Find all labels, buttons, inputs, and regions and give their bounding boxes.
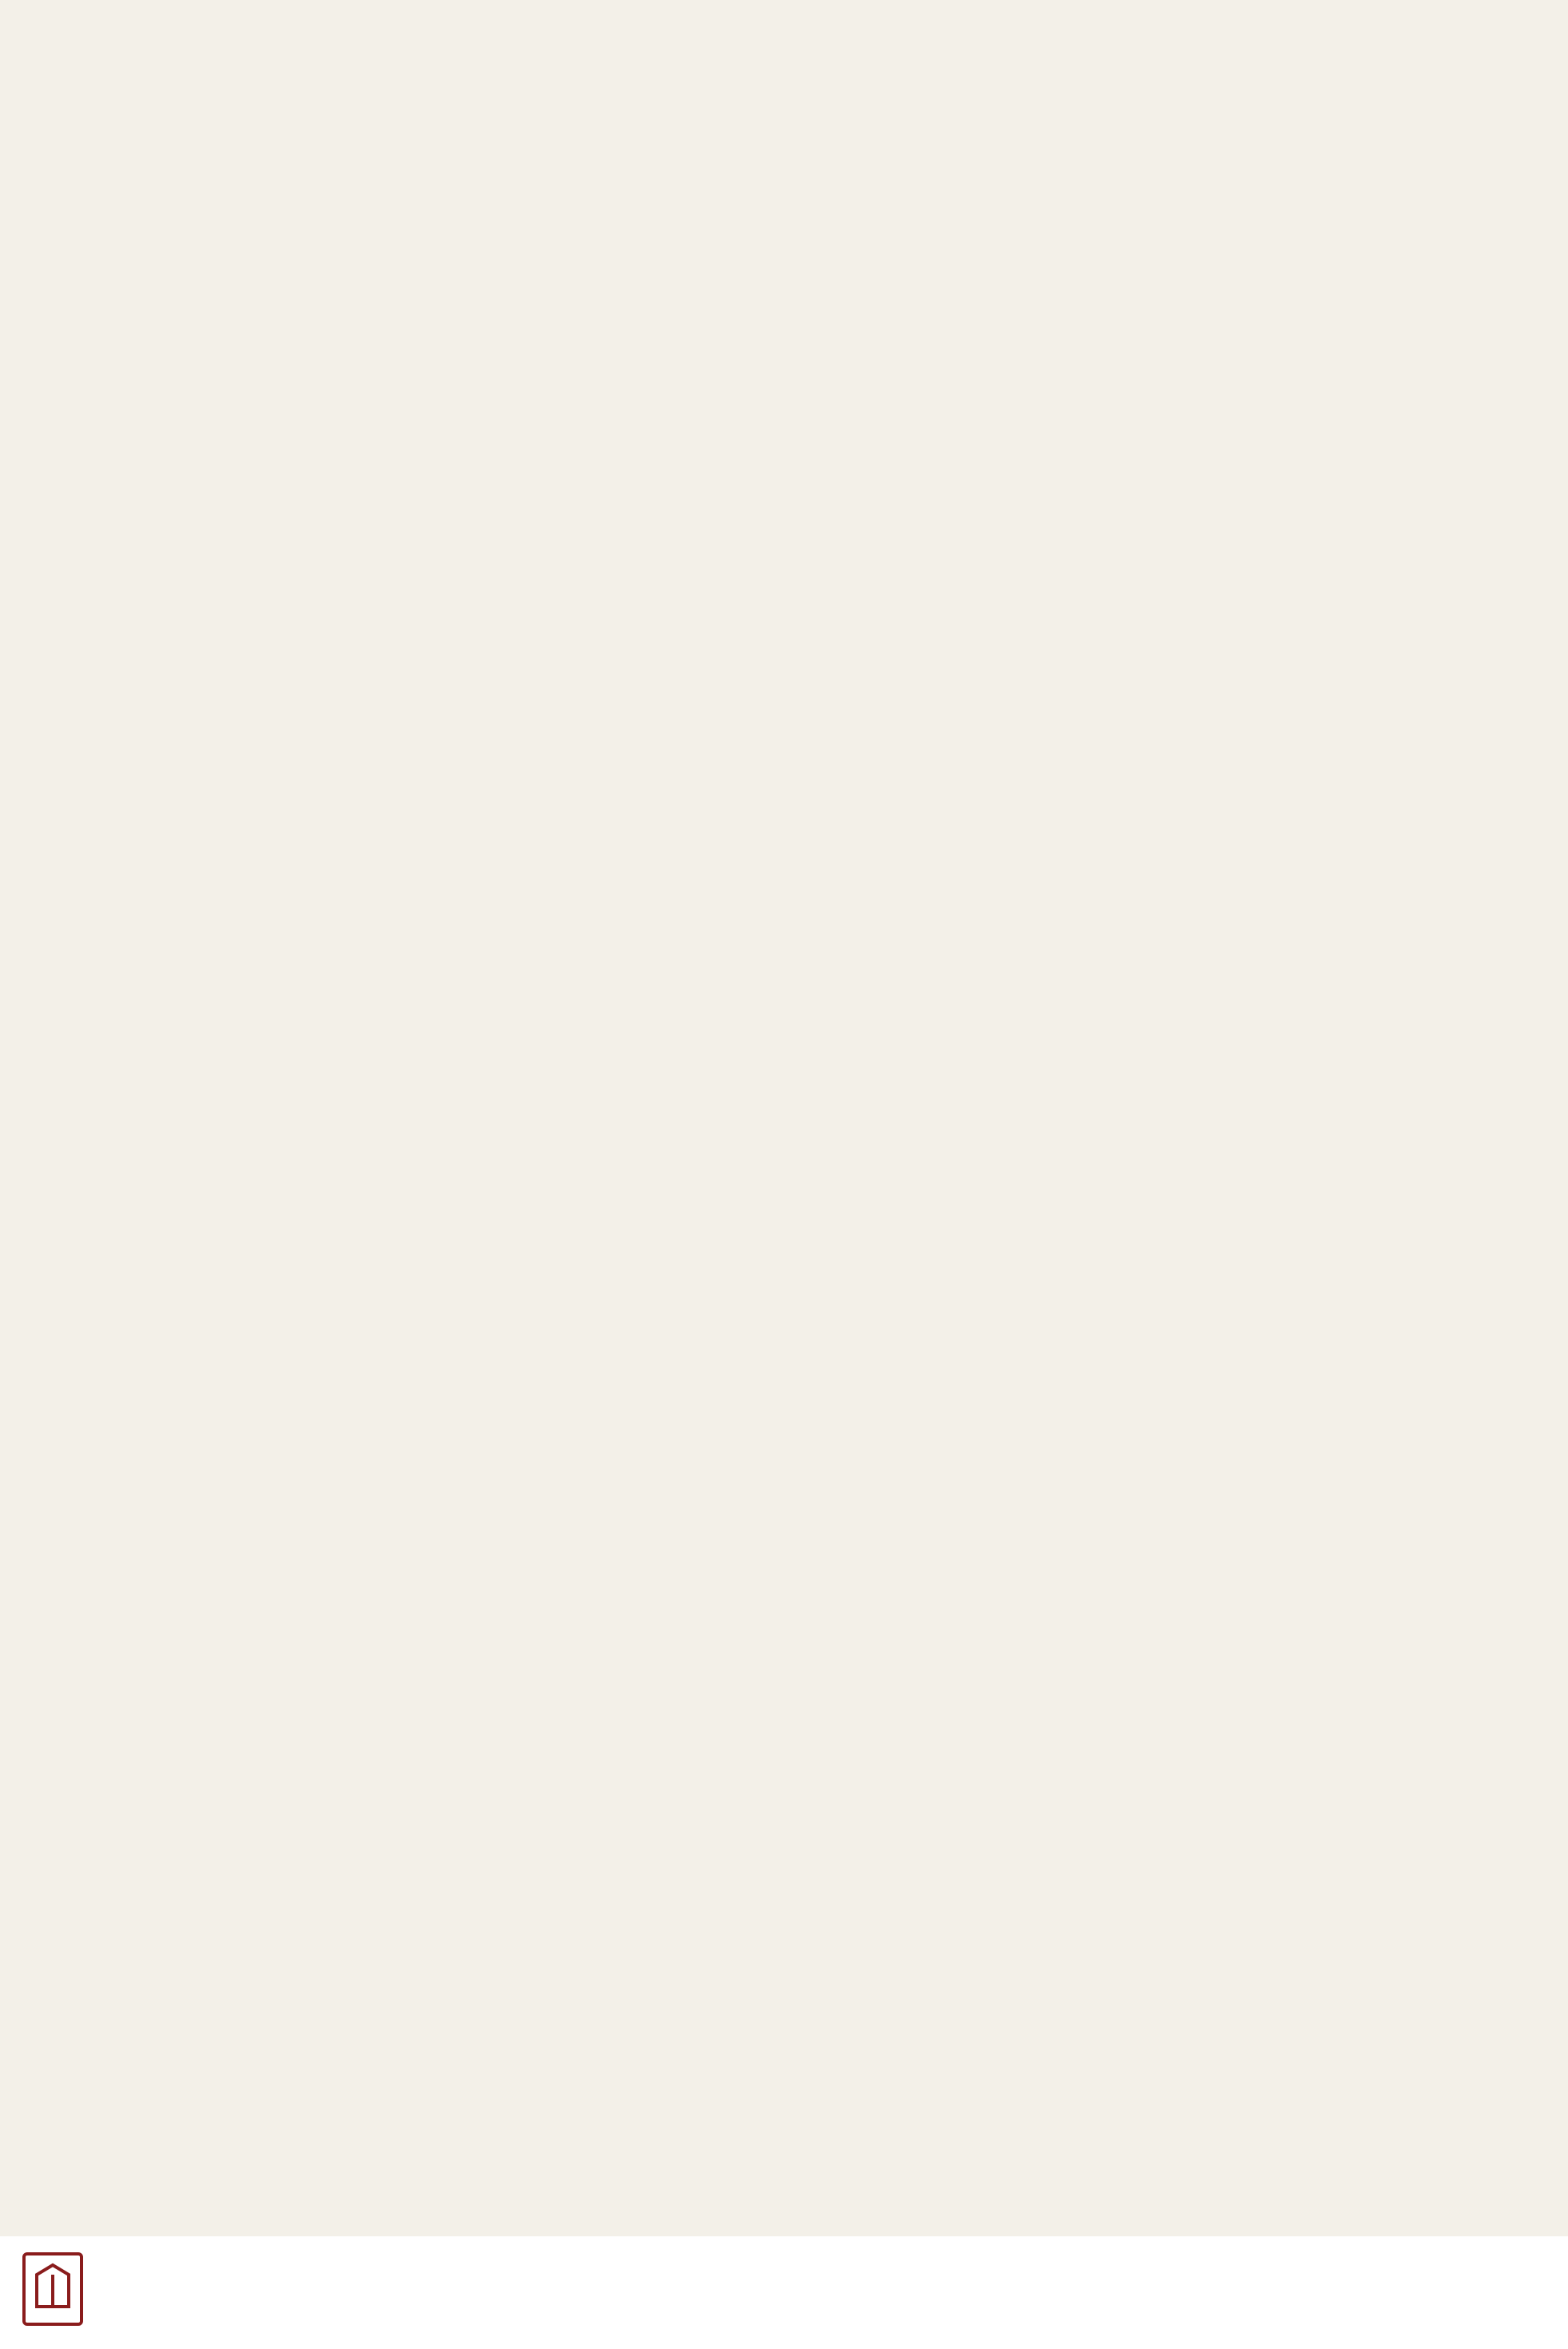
university-logo (21, 2251, 221, 2327)
university-seal-icon (21, 2251, 85, 2327)
footer-bar (0, 2236, 1568, 2349)
